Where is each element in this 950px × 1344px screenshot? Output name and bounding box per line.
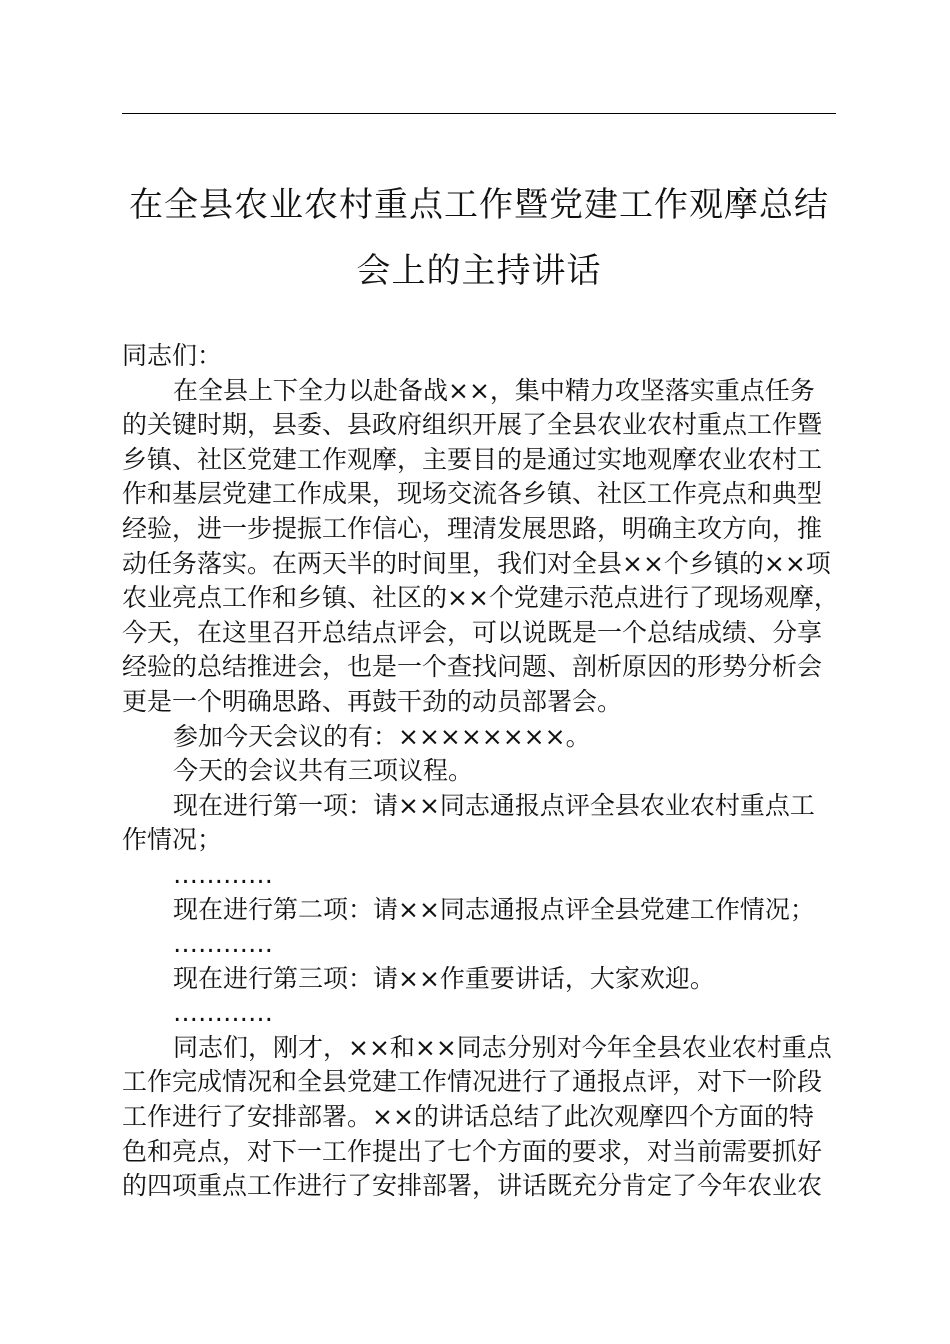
document-title bbox=[122, 172, 836, 304]
body-line: 经验，进一步提振工作信心，理清发展思路，明确主攻方向，推 bbox=[122, 513, 823, 543]
body-line: 作情况； bbox=[122, 825, 223, 855]
body-line: 现在进行第三项：请××作重要讲话，大家欢迎。 bbox=[173, 963, 715, 993]
body-line: 在全县上下全力以赴备战××，集中精力攻坚落实重点任务 bbox=[173, 375, 815, 405]
body-line: 参加今天会议的有：××××××××。 bbox=[173, 721, 591, 751]
body-line: ………… bbox=[173, 929, 273, 959]
body-line: 的关键时期，县委、县政府组织开展了全县农业农村重点工作暨 bbox=[122, 410, 823, 440]
body-line: 动任务落实。在两天半的时间里，我们对全县××个乡镇的××项 bbox=[122, 548, 831, 578]
body-line: 农业亮点工作和乡镇、社区的××个党建示范点进行了现场观摩， bbox=[122, 583, 839, 613]
title-line: 会上的主持讲话 bbox=[356, 251, 602, 291]
body-line: 经验的总结推进会，也是一个查找问题、剖析原因的形势分析会 bbox=[122, 652, 823, 682]
body-line: ………… bbox=[173, 998, 273, 1028]
body-line: 的四项重点工作进行了安排部署，讲话既充分肯定了今年农业农 bbox=[122, 1171, 823, 1201]
body-line: 工作完成情况和全县党建工作情况进行了通报点评，对下一阶段 bbox=[122, 1067, 823, 1097]
body-line: 同志们： bbox=[122, 341, 223, 370]
body-line: 今天，在这里召开总结点评会，可以说既是一个总结成绩、分享 bbox=[122, 617, 823, 647]
body-line: 现在进行第二项：请××同志通报点评全县党建工作情况； bbox=[173, 894, 815, 924]
document-body bbox=[122, 339, 839, 1204]
body-line: 色和亮点，对下一工作提出了七个方面的要求，对当前需要抓好 bbox=[122, 1136, 823, 1166]
body-line: 现在进行第一项：请××同志通报点评全县农业农村重点工 bbox=[173, 790, 815, 820]
body-line: 同志们，刚才，××和××同志分别对今年全县农业农村重点 bbox=[173, 1032, 832, 1062]
body-line: 今天的会议共有三项议程。 bbox=[173, 756, 474, 786]
header-rule bbox=[122, 113, 836, 114]
body-line: 作和基层党建工作成果，现场交流各乡镇、社区工作亮点和典型 bbox=[122, 479, 823, 509]
body-line: 工作进行了安排部署。××的讲话总结了此次观摩四个方面的特 bbox=[122, 1102, 814, 1132]
body-line: ………… bbox=[173, 859, 273, 889]
title-line: 在全县农业农村重点工作暨党建工作观摩总结 bbox=[129, 185, 829, 225]
body-line: 更是一个明确思路、再鼓干劲的动员部署会。 bbox=[122, 686, 623, 716]
body-line: 乡镇、社区党建工作观摩，主要目的是通过实地观摩农业农村工 bbox=[122, 444, 823, 474]
